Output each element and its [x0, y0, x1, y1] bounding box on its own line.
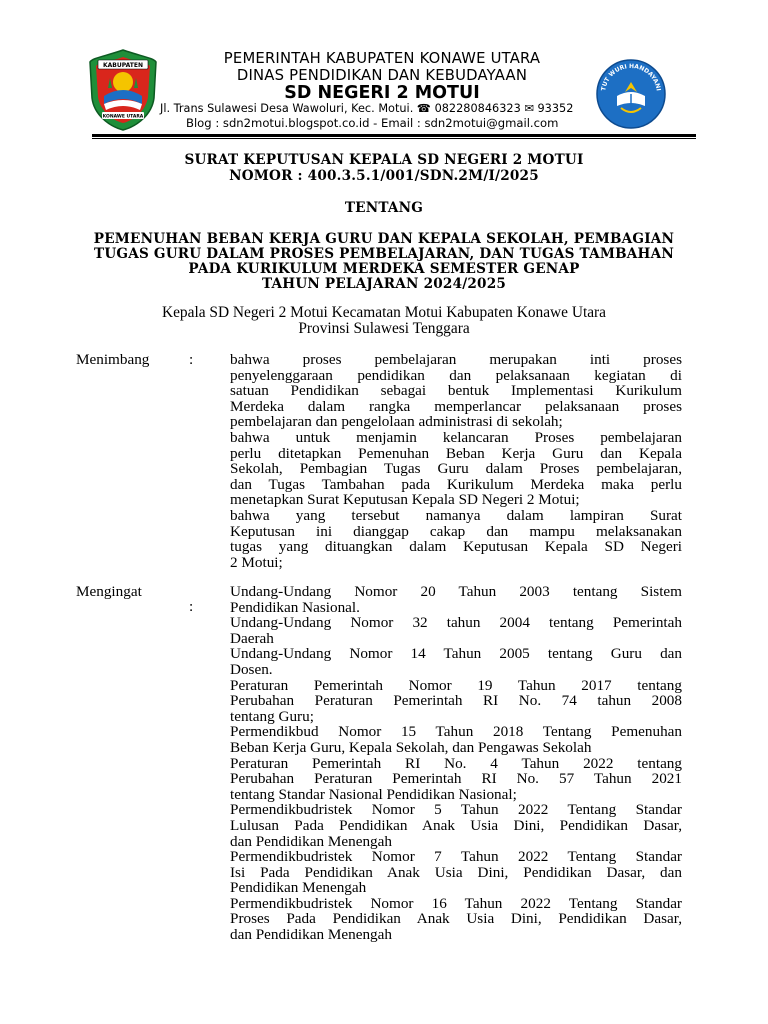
regency-logo-label: KABUPATEN	[103, 62, 143, 69]
mengingat-line: Proses Pada Pendidikan Anak Usia Dini, Pendidikan Dasar,	[230, 910, 682, 928]
decree-subject-line: TUGAS GURU DALAM PROSES PEMBELAJARAN, DAN TUGAS TAMBAHAN	[94, 246, 674, 262]
mengingat-line: Beban Kerja Guru, Kepala Sekolah, dan Pengawas Sekolah	[230, 738, 592, 756]
letterhead-office: DINAS PENDIDIKAN DAN KEBUDAYAAN	[236, 67, 528, 84]
menimbang-line: menetapkan Surat Keputusan Kepala SD Negeri 2 Motui;	[230, 491, 580, 509]
decree-title: SURAT KEPUTUSAN KEPALA SD NEGERI 2 MOTUI	[184, 152, 584, 168]
letterhead-address: Jl. Trans Sulawesi Desa Wawoluri, Kec. Motui.	[160, 102, 414, 115]
regency-logo-bottom: KONAWE UTARA	[102, 114, 144, 120]
mengingat-line: Dosen.	[230, 660, 273, 678]
menimbang-line: pembelajaran dan pengelolaan administrasi di sekolah;	[230, 413, 563, 431]
mengingat-line: Pendidikan Nasional.	[230, 598, 360, 616]
mengingat-line: Permendikbudristek Nomor 7 Tahun 2022 Tentang Standar	[230, 848, 682, 866]
mengingat-line: dan Pendidikan Menengah	[230, 926, 392, 944]
ministry-logo-label: TUT WURI HANDAYANI	[600, 62, 662, 92]
mengingat-line: Permendikbudristek Nomor 5 Tahun 2022 Tentang Standar	[230, 801, 682, 819]
menimbang-line: perlu ditetapkan Pemenuhan Beban Kerja Guru dan Kepala	[230, 444, 682, 462]
menimbang-text	[230, 352, 682, 570]
letterhead-phone: 082280846323	[434, 102, 521, 115]
letterhead-school: SD NEGERI 2 MOTUI	[284, 83, 480, 103]
mengingat-line: dan Pendidikan Menengah	[230, 832, 392, 850]
menimbang-line: Sekolah, Pembagian Tugas Guru dalam Proses pembelajaran,	[230, 460, 682, 478]
letterhead-rule-thin	[92, 138, 696, 139]
menimbang-line: bahwa proses pembelajaran merupakan inti proses	[230, 351, 682, 368]
mengingat-text	[230, 584, 682, 943]
mengingat-label: Mengingat	[76, 583, 142, 600]
letterhead-address-row	[160, 102, 620, 115]
decree-issuer-line: Provinsi Sulawesi Tenggara	[298, 320, 470, 337]
decree-issuer-line: Kepala SD Negeri 2 Motui Kecamatan Motui Kabupaten Konawe Utara	[161, 304, 607, 321]
menimbang-line: satuan Pendidikan sebagai bentuk Implementasi Kurikulum	[230, 382, 682, 400]
mengingat-line: Daerah	[230, 629, 274, 647]
decree-subject-line: PADA KURIKULUM MERDEKA SEMESTER GENAP	[188, 261, 580, 277]
menimbang-line: bahwa yang tersebut namanya dalam lampiran Surat	[230, 506, 682, 524]
menimbang-line: dan Tugas Tambahan pada Kurikulum Merdeka maka perlu	[230, 475, 682, 493]
decree-number: NOMOR : 400.3.5.1/001/SDN.2M/I/2025	[229, 168, 539, 184]
decree-subject-line: TAHUN PELAJARAN 2024/2025	[261, 276, 507, 292]
decree-about: TENTANG	[344, 200, 424, 216]
decree-subject-line: PEMENUHAN BEBAN KERJA GURU DAN KEPALA SEKOLAH, PEMBAGIAN	[93, 231, 675, 247]
menimbang-line: 2 Motui;	[230, 553, 283, 571]
menimbang-line: tugas yang dituangkan dalam Keputusan Kepala SD Negeri	[230, 538, 682, 556]
mengingat-line: Isi Pada Pendidikan Anak Usia Dini, Pendidikan Dasar, dan	[230, 863, 682, 881]
mengingat-line: Undang-Undang Nomor 32 tahun 2004 tentang Pemerintah	[230, 614, 682, 632]
mengingat-colon: :	[189, 598, 194, 615]
menimbang-colon: :	[189, 351, 194, 368]
mengingat-line: Undang-Undang Nomor 14 Tahun 2005 tentang Guru dan	[230, 645, 682, 663]
mengingat-line: tentang Guru;	[230, 707, 314, 725]
mengingat-line: Permendikbud Nomor 15 Tahun 2018 Tentang Pemenuhan	[230, 723, 682, 741]
menimbang-label: Menimbang	[76, 351, 150, 368]
phone-icon: ☎	[416, 102, 431, 115]
mengingat-line: Permendikbudristek Nomor 16 Tahun 2022 Tentang Standar	[230, 894, 682, 912]
mengingat-line: Perubahan Peraturan Pemerintah RI No. 74 tahun 2008	[230, 692, 682, 710]
mengingat-line: Peraturan Pemerintah RI No. 4 Tahun 2022 tentang	[230, 754, 682, 772]
mengingat-line: tentang Standar Nasional Pendidikan Nasional;	[230, 785, 517, 803]
mengingat-line: Perubahan Peraturan Pemerintah RI No. 57 Tahun 2021	[230, 770, 682, 788]
menimbang-line: Keputusan ini dianggap cakap dan mampu melaksanakan	[230, 522, 682, 540]
regency-logo	[88, 48, 158, 132]
letterhead-postal: 93352	[537, 102, 574, 115]
letterhead-contact: Blog : sdn2motui.blogspot.co.id - Email : sdn2motui@gmail.com	[186, 116, 559, 130]
menimbang-line: bahwa untuk menjamin kelancaran Proses pembelajaran	[230, 428, 682, 446]
mengingat-line: Lulusan Pada Pendidikan Anak Usia Dini, Pendidikan Dasar,	[230, 816, 682, 834]
mail-icon: ✉	[524, 102, 534, 115]
letterhead-government: PEMERINTAH KABUPATEN KONAWE UTARA	[223, 50, 541, 67]
mengingat-line: Undang-Undang Nomor 20 Tahun 2003 tentang Sistem	[230, 583, 682, 600]
menimbang-line: penyelenggaraan pendidikan dan pelaksanaan kegiatan di	[230, 366, 682, 384]
mengingat-line: Pendidikan Menengah	[230, 879, 367, 897]
letterhead-rule-thick	[92, 134, 696, 137]
mengingat-line: Peraturan Pemerintah Nomor 19 Tahun 2017 tentang	[230, 676, 682, 694]
menimbang-line: Merdeka dalam rangka memperlancar pelaksanaan proses	[230, 397, 682, 415]
